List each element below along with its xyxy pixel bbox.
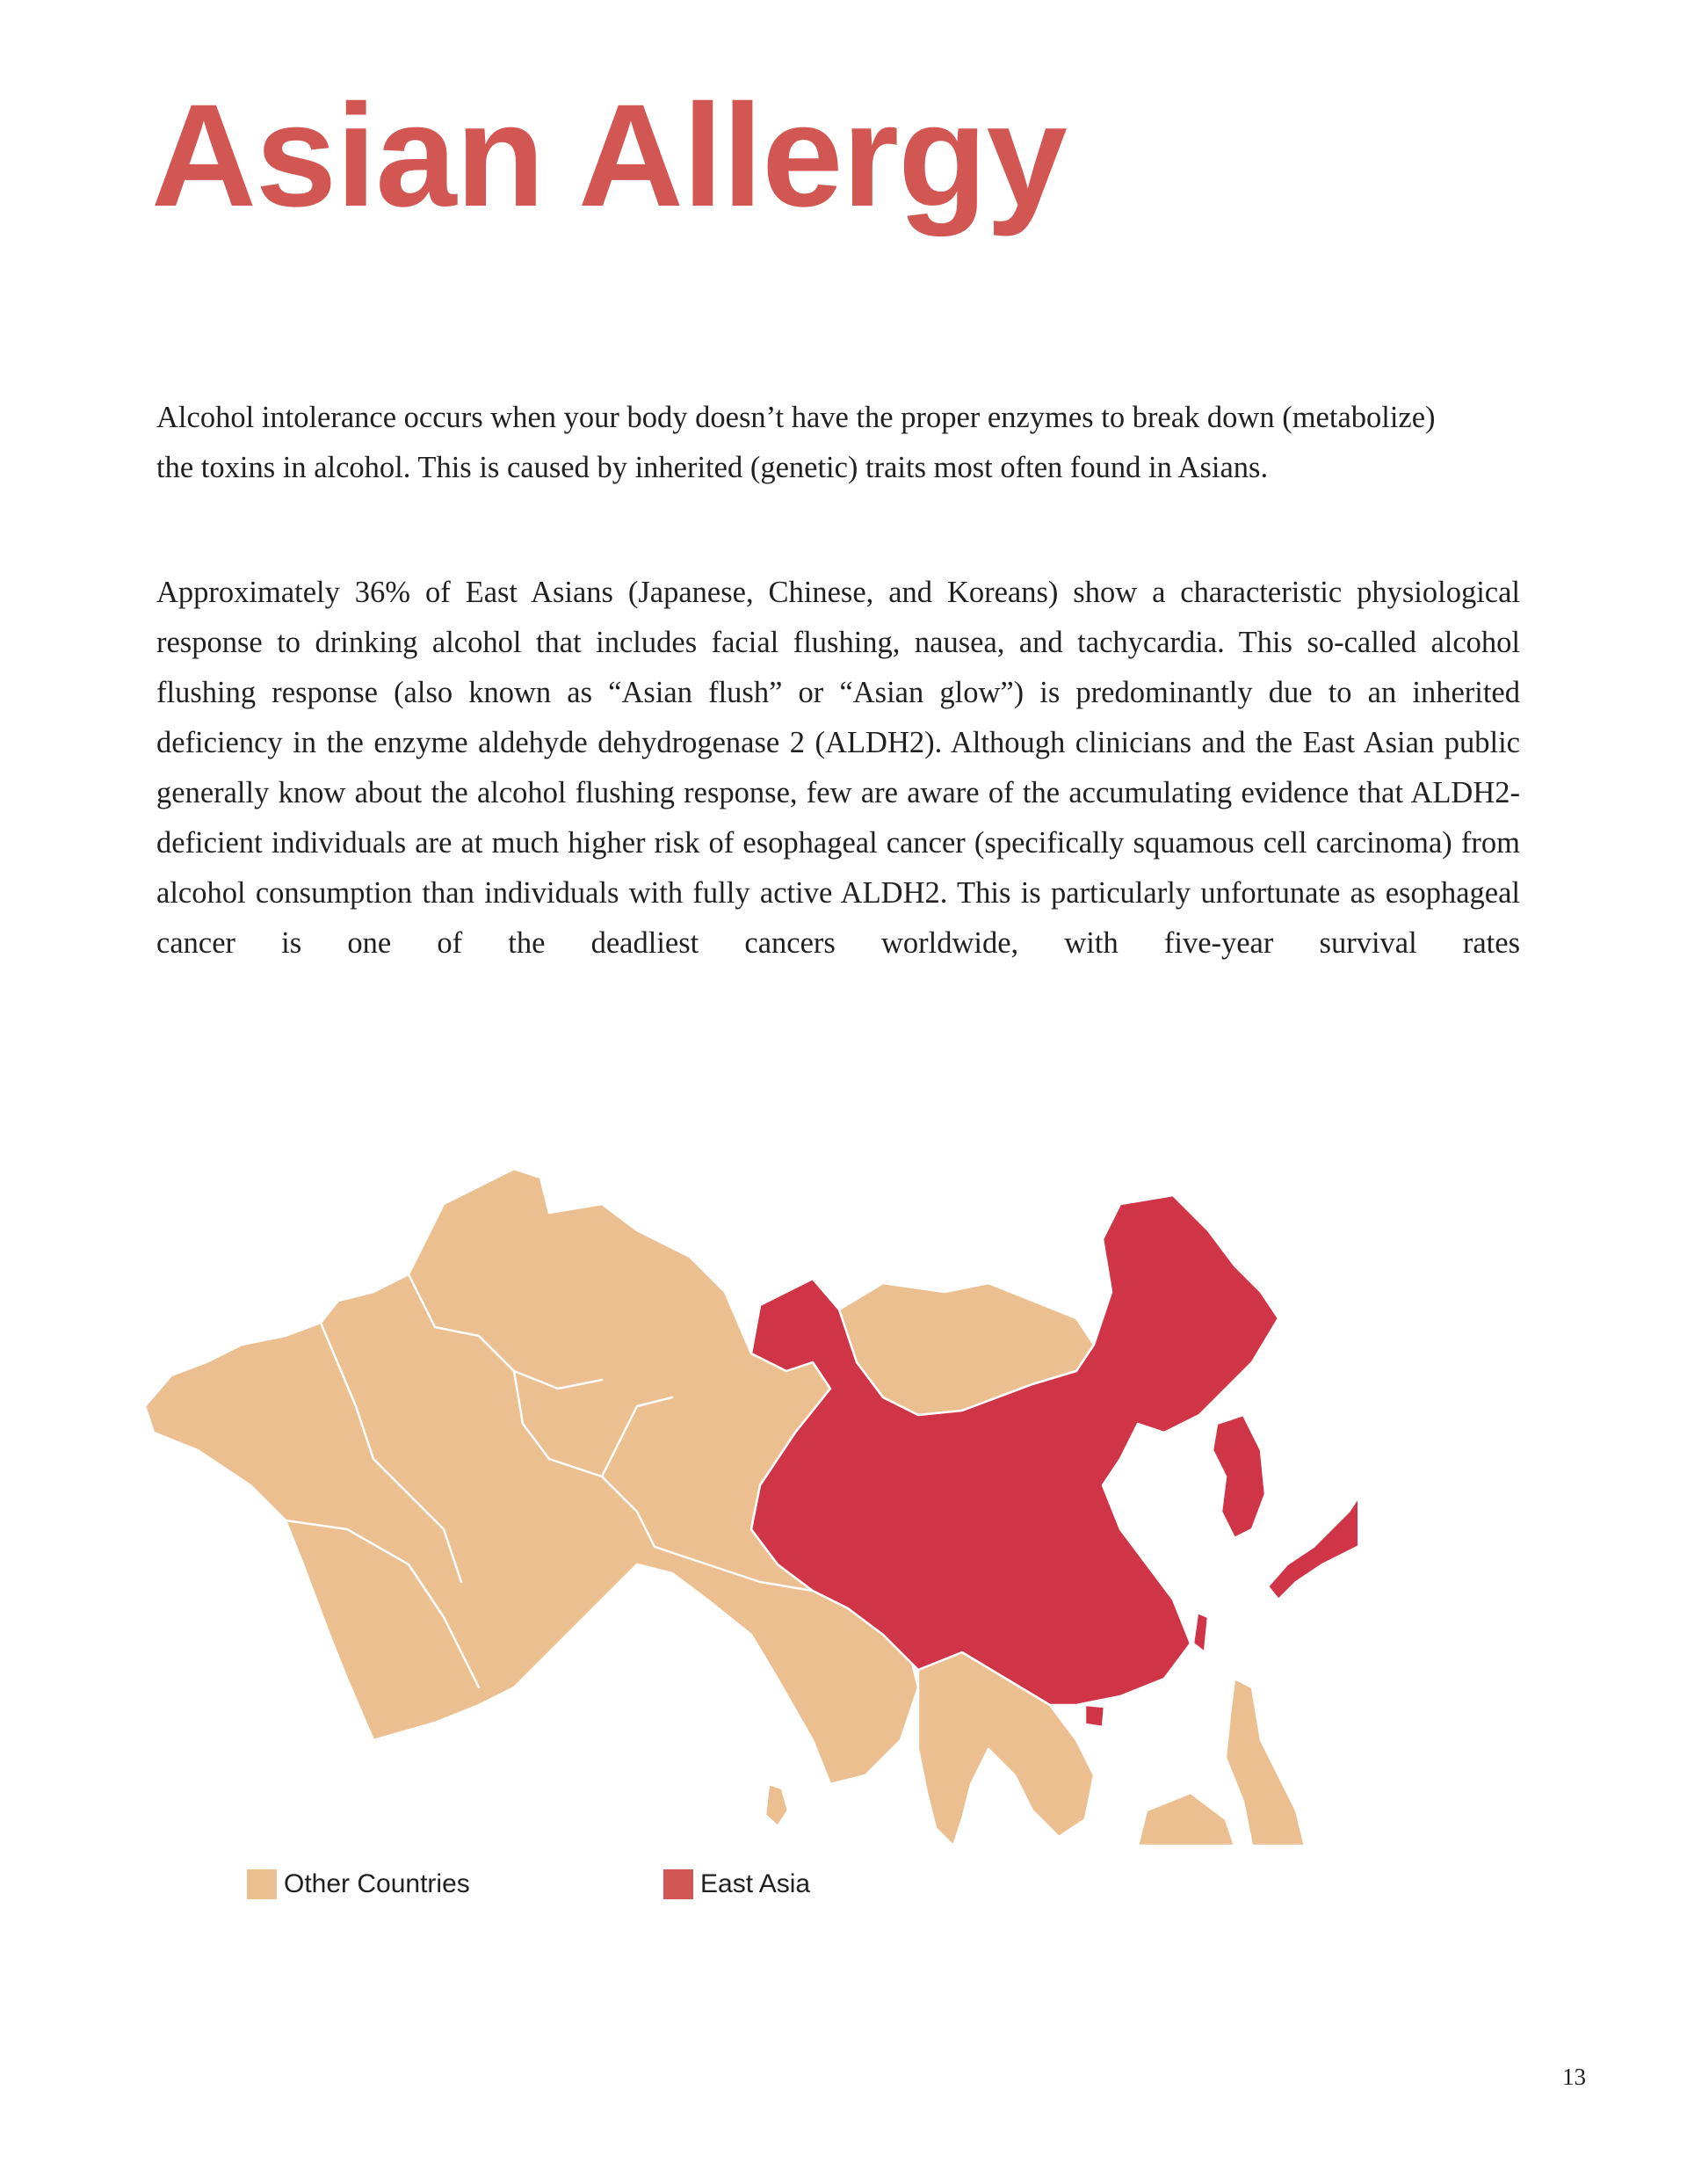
page-number: 13	[1562, 2064, 1586, 2090]
legend-label-east-asia: East Asia	[700, 1869, 811, 1898]
legend-item-east-asia	[663, 1869, 810, 1899]
legend-swatch-other-countries	[247, 1869, 277, 1899]
map-region-indonesia	[1138, 1793, 1234, 1846]
legend-label-other-countries: Other Countries	[284, 1869, 470, 1898]
map-region-korea	[1213, 1415, 1265, 1538]
intro-paragraph: Alcohol intolerance occurs when your body doesn’t have the proper enzymes to break down (metabolize) the toxins in alcohol. This is caused by inherited (genetic) traits most often found in Asians.	[156, 401, 1436, 484]
legend-swatch-east-asia	[663, 1869, 693, 1899]
legend-item-other-countries	[247, 1869, 470, 1899]
map-region-japan	[1268, 1358, 1358, 1600]
page-title: Asian Allergy	[151, 75, 1067, 237]
map-region-sri-lanka	[765, 1784, 788, 1826]
map-region-taiwan	[1193, 1613, 1208, 1652]
asia-map	[145, 1072, 1358, 1846]
map-region-hainan	[1085, 1705, 1104, 1727]
map-region-philippines	[1226, 1679, 1305, 1846]
aldh2-paragraph: Approximately 36% of East Asians (Japanese, Chinese, and Koreans) show a characteristic physiological response to drinking alcohol that includes facial flushing, nausea, and tachycardia. This so-called alcohol flushing response (also known as “Asian flush” or “Asian glow”) is predominantly due to an inherited deficiency in the enzyme aldehyde dehydrogenase 2 (ALDH2). Although clinicians and the East Asian public generally know about the alcohol flushing response, few are aware of the accumulating evidence that ALDH2-deficient individuals are at much higher risk of esophageal cancer (specifically squamous cell carcinoma) from alcohol consumption than individuals with fully active ALDH2. This is particularly unfortunate as esophageal cancer is one of the deadliest cancers worldwide, with five-year survival rates	[156, 576, 1520, 960]
